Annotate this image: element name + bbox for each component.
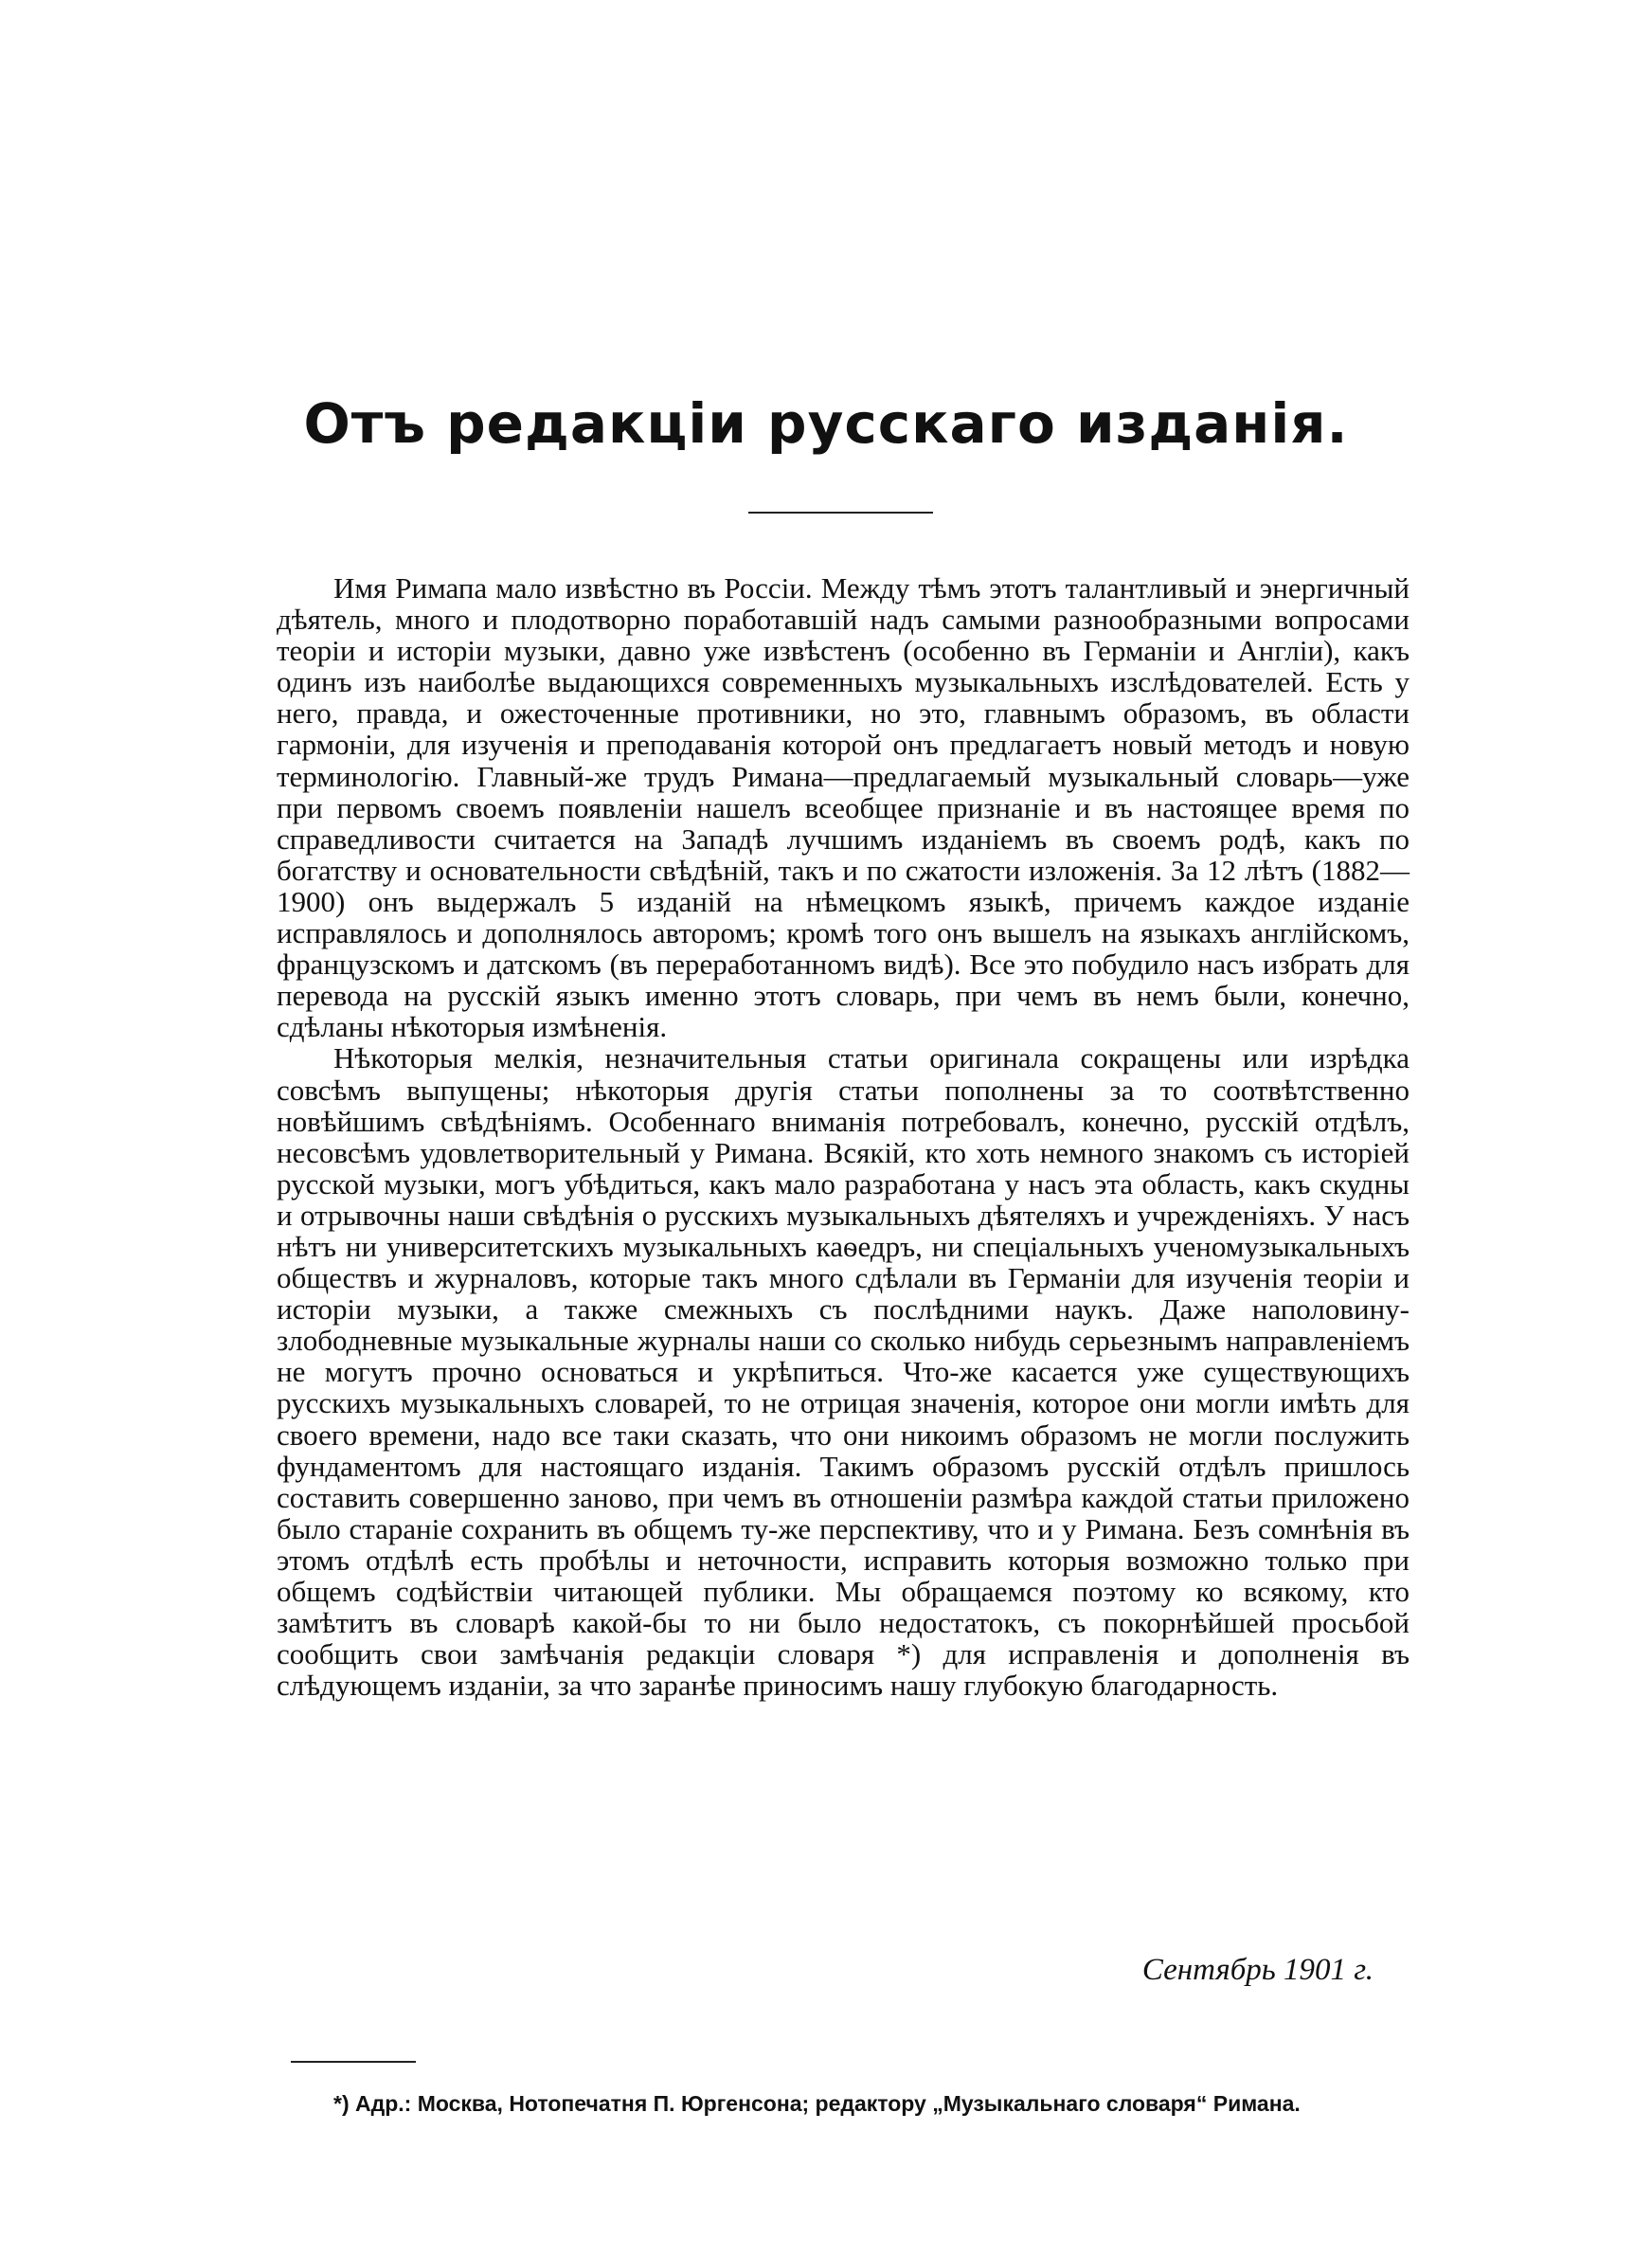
- title-divider: [748, 512, 933, 514]
- body-text: [277, 572, 1410, 1701]
- footnote: *) Адр.: Москва, Нотопечатня П. Юргенсона; редактору „Музыкальнаго словаря“ Римана.: [333, 2091, 1301, 2116]
- paragraph-2: Нѣкоторыя мелкія, незначительныя статьи оригинала сокращены или изрѣдка совсѣмъ выпущены; нѣкоторыя другія статьи пополнены за то соотвѣтственно новѣйшимъ свѣдѣніямъ. Особеннаго вниманія потребовалъ, конечно, русскій отдѣлъ, несовсѣмъ удовлетворительный у Римана. Всякій, кто хоть немного знакомъ съ исторіей русской музыки, могъ убѣдиться, какъ мало разработана у насъ эта область, какъ скудны и отрывочны наши свѣдѣнія о русскихъ музыкальныхъ дѣятеляхъ и учрежденіяхъ. У насъ нѣтъ ни университетскихъ музыкальныхъ каѳедръ, ни спеціальныхъ ученомузыкальныхъ обществъ и журналовъ, которые такъ много сдѣлали въ Германіи для изученія теоріи и исторіи музыки, а также смежныхъ съ послѣдними наукъ. Даже наполовину-злободневные музыкальные журналы наши со сколько нибудь серьезнымъ направленіемъ не могутъ прочно основаться и укрѣпиться. Что-же касается уже существующихъ русскихъ музыкальныхъ словарей, то не отрицая значенія, которое они могли имѣть для своего времени, надо все таки сказать, что они никоимъ образомъ не могли послужить фундаментомъ для настоящаго изданія. Такимъ образомъ русскій отдѣлъ пришлось составить совершенно заново, при чемъ въ отношеніи размѣра каждой статьи приложено было стараніе сохранить въ общемъ ту-же перспективу, что и у Римана. Безъ сомнѣнія въ этомъ отдѣлѣ есть пробѣлы и неточности, исправить которыя возможно только при общемъ содѣйствіи читающей публики. Мы обращаемся поэтому ко всякому, кто замѣтитъ въ словарѣ какой-бы то ни было недостатокъ, съ покорнѣйшей просьбой сообщить свои замѣчанія редакціи словаря *) для исправленія и дополненія въ слѣдующемъ изданіи, за что заранѣе приносимъ нашу глубокую благодарность.: [277, 1041, 1410, 1703]
- signature-date: Сентябрь 1901 г.: [1141, 1953, 1374, 1987]
- page-title: Отъ редакціи русскаго изданія.: [303, 391, 1349, 456]
- paragraph-1: Имя Римапа мало извѣстно въ Россіи. Между тѣмъ этотъ талантливый и энергичный дѣятель, много и плодотворно поработавшій надъ самыми разнообразными вопросами теоріи и исторіи музыки, давно уже извѣстенъ (особенно въ Германіи и Англіи), какъ одинъ изъ наиболѣе выдающихся современныхъ музыкальныхъ изслѣдователей. Есть у него, правда, и ожесточенные противники, но это, главнымъ образомъ, въ области гармоніи, для изученія и преподаванія которой онъ предлагаетъ новый методъ и новую терминологію. Главный-же трудъ Римана—предлагаемый музыкальный словарь—уже при первомъ своемъ появленіи нашелъ всеобщее признаніе и въ настоящее время по справедливости считается на Западѣ лучшимъ изданіемъ въ своемъ родѣ, какъ по богатству и основательности свѣдѣній, такъ и по сжатости изложенія. За 12 лѣтъ (1882—1900) онъ выдержалъ 5 изданій на нѣмецкомъ языкѣ, причемъ каждое изданіе исправлялось и дополнялось авторомъ; кромѣ того онъ вышелъ на языкахъ англійскомъ, французскомъ и датскомъ (въ переработанномъ видѣ). Все это побудило насъ избрать для перевода на русскій языкъ именно этотъ словарь, при чемъ въ немъ были, конечно, сдѣланы нѣкоторыя измѣненія.: [277, 571, 1410, 1044]
- footnote-divider: [291, 2061, 416, 2063]
